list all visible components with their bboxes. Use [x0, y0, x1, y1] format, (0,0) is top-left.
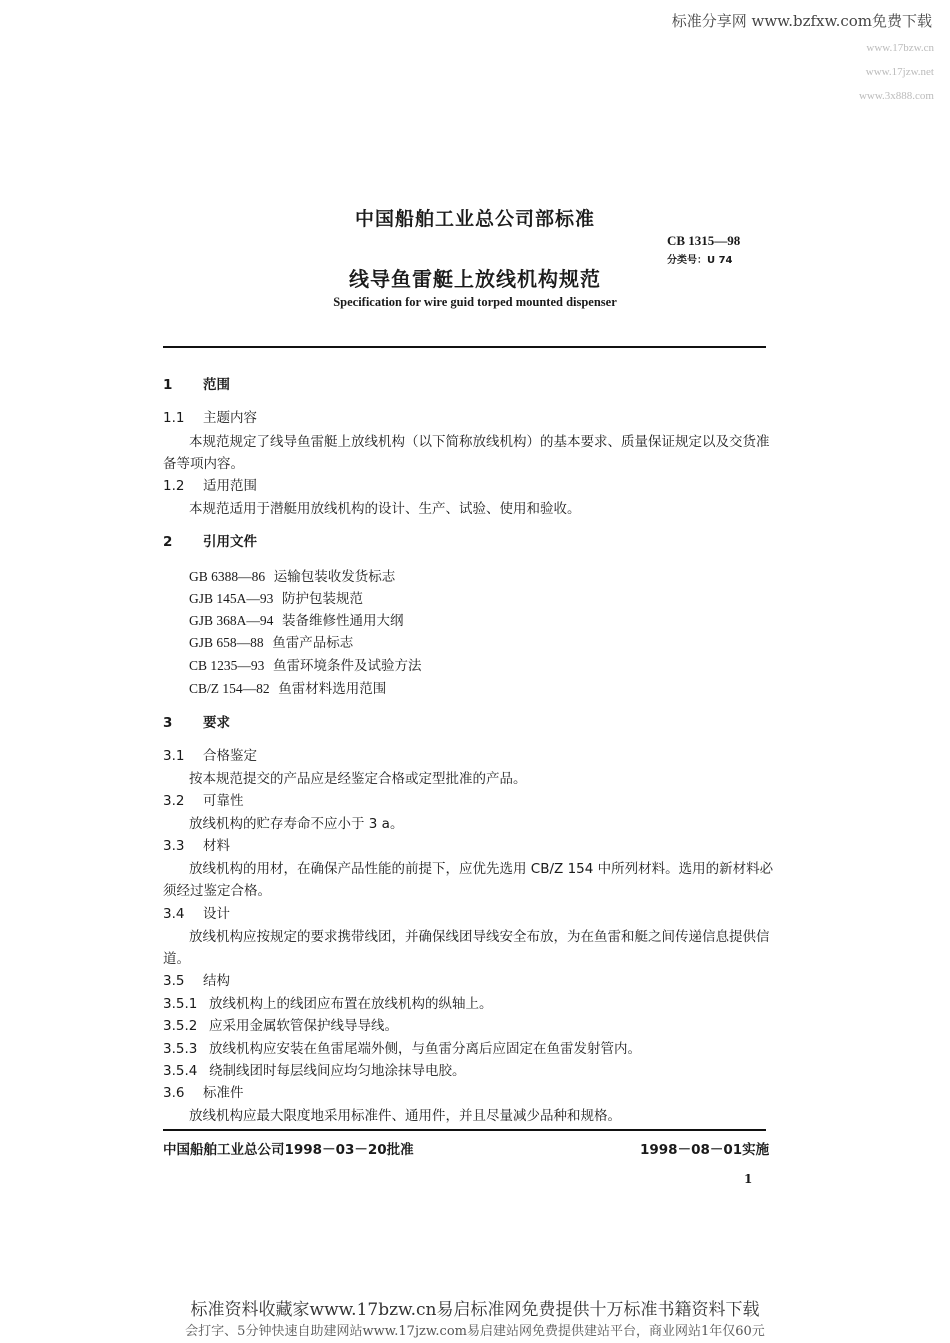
section-3-1-heading [163, 744, 257, 764]
reference-title: 鱼雷材料选用范围 [278, 681, 387, 697]
reference-code: GB 6388—86 [189, 569, 266, 584]
watermark-line-3: www.3x888.com [858, 90, 934, 102]
document-title-en: Specification for wire guid torped mounted dispenser [333, 295, 617, 309]
reference-item [189, 654, 421, 674]
paragraph: 放线机构应最大限度地采用标准件、通用件，并且尽量减少品种和规格。 [189, 1108, 621, 1124]
section-number: 3.1 [163, 748, 185, 764]
clause-item [163, 1014, 398, 1034]
paragraph: 放线机构的贮存寿命不应小于 3 a。 [189, 816, 404, 832]
reference-code: GJB 658—88 [189, 635, 264, 650]
section-title: 引用文件 [203, 534, 257, 550]
clause-text: 绕制线团时每层线间应均匀地涂抹导电胶。 [209, 1063, 466, 1079]
section-title: 材料 [203, 838, 230, 854]
section-number: 3 [163, 715, 173, 731]
section-title: 主题内容 [203, 410, 257, 426]
section-number: 2 [163, 534, 173, 550]
issuing-organization: 中国船舶工业总公司部标准 [354, 208, 595, 230]
section-title: 标准件 [203, 1085, 244, 1101]
reference-title: 防护包装规范 [281, 591, 363, 607]
page-number: 1 [744, 1172, 753, 1186]
clause-number: 3.5.3 [163, 1041, 198, 1057]
watermark-bottom-2: 会打字、5分钟快速自助建网站www.17jzw.com易启建站网免费提供建站平台，商业网站1年仅60元 [185, 1324, 765, 1339]
reference-code: GJB 368A—94 [189, 613, 274, 628]
section-title: 可靠性 [203, 793, 244, 809]
paragraph: 按本规范提交的产品应是经鉴定合格或定型批准的产品。 [189, 771, 527, 787]
watermark-line-2: www.17jzw.net [865, 66, 934, 78]
classification-number: 分类号：U 74 [667, 255, 733, 266]
approval-date: 中国船舶工业总公司1998－03－20批准 [163, 1142, 414, 1158]
watermark-top: 标准分享网 www.bzfxw.com免费下载 [671, 12, 932, 30]
section-number: 1.1 [163, 410, 185, 426]
section-number: 3.2 [163, 793, 185, 809]
clause-item [163, 992, 493, 1012]
section-number: 3.6 [163, 1085, 185, 1101]
section-title: 设计 [203, 906, 230, 922]
paragraph: 须经过鉴定合格。 [163, 883, 271, 899]
clause-text: 放线机构上的线团应布置在放线机构的纵轴上。 [209, 996, 493, 1012]
clause-text: 放线机构应安装在鱼雷尾端外侧，与鱼雷分离后应固定在鱼雷发射管内。 [209, 1041, 641, 1057]
paragraph: 本规范规定了线导鱼雷艇上放线机构（以下简称放线机构）的基本要求、质量保证规定以及交货准 [189, 434, 770, 450]
reference-item [189, 631, 353, 651]
reference-item [189, 587, 363, 607]
reference-code: CB 1235—93 [189, 658, 265, 673]
reference-title: 装备维修性通用大纲 [281, 613, 404, 629]
clause-item [163, 1037, 641, 1057]
section-3-heading [163, 711, 230, 731]
section-1-2-heading [163, 474, 257, 494]
section-number: 3.3 [163, 838, 185, 854]
clause-item [163, 1059, 466, 1079]
section-number: 3.5 [163, 973, 185, 989]
watermark-bottom-1: 标准资料收藏家www.17bzw.cn易启标准网免费提供十万标准书籍资料下载 [190, 1300, 760, 1320]
footer-rule [163, 1129, 766, 1131]
section-title: 适用范围 [203, 478, 257, 494]
section-number: 1.2 [163, 478, 185, 494]
watermark-line-1: www.17bzw.cn [866, 42, 934, 54]
section-title: 结构 [203, 973, 230, 989]
reference-item [189, 677, 386, 697]
document-title-cn: 线导鱼雷艇上放线机构规范 [349, 267, 601, 291]
header-rule [163, 346, 766, 348]
section-title: 合格鉴定 [203, 748, 257, 764]
section-number: 1 [163, 377, 173, 393]
paragraph: 放线机构的用材，在确保产品性能的前提下，应优先选用 CB/Z 154 中所列材料。选用的新材料必 [189, 861, 774, 877]
section-1-1-heading [163, 406, 257, 426]
standard-code: CB 1315—98 [667, 233, 741, 248]
reference-title: 鱼雷产品标志 [272, 635, 354, 651]
section-2-heading [163, 530, 257, 550]
reference-title: 鱼雷环境条件及试验方法 [272, 658, 422, 674]
paragraph: 道。 [163, 951, 190, 967]
section-title: 要求 [203, 715, 230, 731]
section-3-3-heading [163, 834, 230, 854]
clause-text: 应采用金属软管保护线导导线。 [209, 1018, 398, 1034]
section-1-heading [163, 373, 230, 393]
section-3-5-heading [163, 969, 230, 989]
reference-code: CB/Z 154—82 [189, 681, 270, 696]
section-number: 3.4 [163, 906, 185, 922]
paragraph: 本规范适用于潜艇用放线机构的设计、生产、试验、使用和验收。 [189, 501, 581, 517]
section-3-6-heading [163, 1081, 244, 1101]
section-3-4-heading [163, 902, 230, 922]
clause-number: 3.5.4 [163, 1063, 198, 1079]
reference-item [189, 609, 403, 629]
reference-title: 运输包装收发货标志 [273, 569, 396, 585]
paragraph: 放线机构应按规定的要求携带线团，并确保线团导线安全布放，为在鱼雷和艇之间传递信息提供信 [189, 929, 770, 945]
reference-code: GJB 145A—93 [189, 591, 274, 606]
section-3-2-heading [163, 789, 244, 809]
reference-item [189, 565, 395, 585]
clause-number: 3.5.1 [163, 996, 198, 1012]
clause-number: 3.5.2 [163, 1018, 198, 1034]
effective-date: 1998－08－01实施 [640, 1142, 770, 1158]
paragraph: 备等项内容。 [163, 456, 244, 472]
section-title: 范围 [203, 377, 230, 393]
